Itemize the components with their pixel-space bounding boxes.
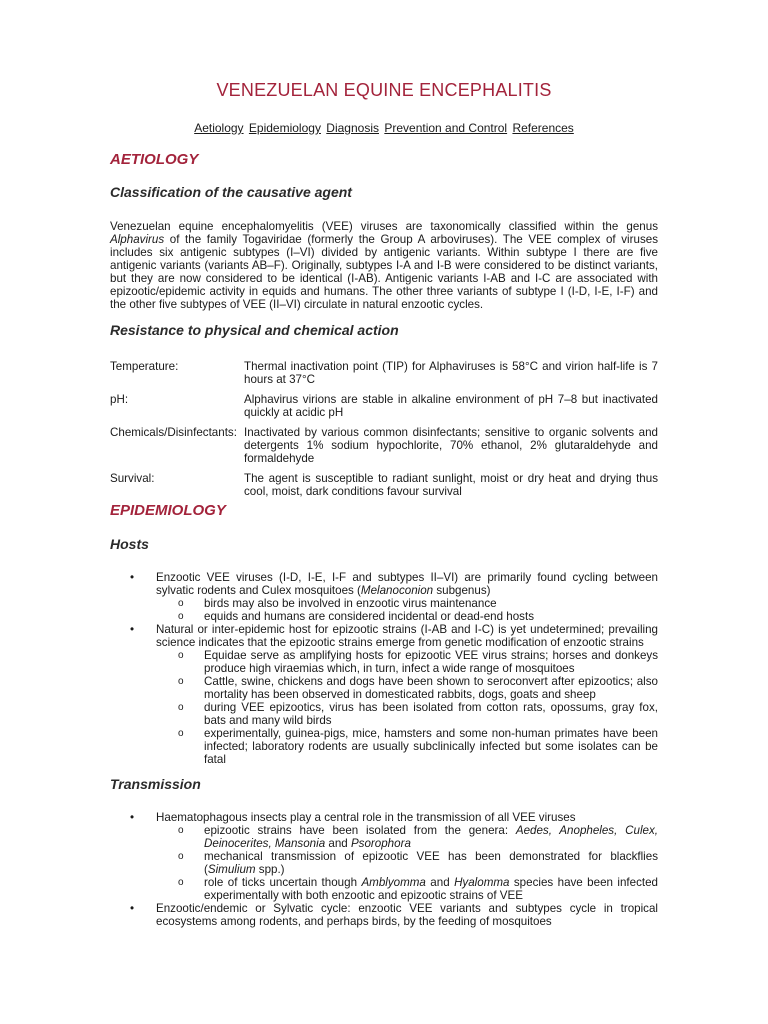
- list-subitem: [110, 675, 658, 701]
- circle-bullet-icon: o: [178, 877, 184, 888]
- circle-bullet-icon: o: [178, 702, 184, 713]
- list-subitem: [110, 597, 658, 610]
- genus-simulium: Simulium: [207, 863, 256, 876]
- resistance-label: Survival:: [110, 472, 155, 485]
- text: Natural or inter-epidemic host for epizootic strains (I-AB and I-C) is yet undetermined; prevailing science indicates that the epizootic strains emerge from genetic modification of enzootic strains: [156, 623, 658, 649]
- document-title: VENEZUELAN EQUINE ENCEPHALITIS: [216, 80, 552, 100]
- bullet-icon: •: [130, 902, 135, 915]
- list-subitem: [110, 649, 658, 675]
- list-subitem: [110, 824, 658, 850]
- text: and: [425, 876, 455, 889]
- subgenus-melanoconion: Melanoconion: [360, 584, 434, 597]
- transmission-list: [110, 811, 658, 928]
- text: and: [325, 837, 351, 850]
- list-item: [110, 571, 658, 597]
- circle-bullet-icon: o: [178, 825, 184, 836]
- list-item: [110, 811, 658, 824]
- genus-psorophora: Psorophora: [350, 837, 411, 850]
- resistance-value: Alphavirus virions are stable in alkaline environment of pH 7–8 but inactivated quickly at acidic pH: [244, 393, 658, 419]
- aetiology-heading: AETIOLOGY: [110, 151, 199, 168]
- transmission-heading: Transmission: [110, 776, 201, 792]
- resistance-row-temperature: [110, 360, 658, 386]
- genus-amblyomma: Amblyomma: [361, 876, 426, 889]
- genus-alphavirus: Alphavirus: [110, 233, 165, 246]
- circle-bullet-icon: o: [178, 851, 184, 862]
- resistance-label: Temperature:: [110, 360, 179, 373]
- list-item: [110, 623, 658, 649]
- text: spp.): [255, 863, 285, 876]
- circle-bullet-icon: o: [178, 728, 184, 739]
- text: role of ticks uncertain though: [204, 876, 362, 889]
- list-item: [110, 902, 658, 928]
- resistance-label: Chemicals/Disinfectants:: [110, 426, 237, 439]
- classification-text-a: Venezuelan equine encephalomyelitis (VEE) viruses are taxonomically classified within the genus: [110, 220, 658, 233]
- classification-heading: Classification of the causative agent: [110, 184, 352, 200]
- section-nav: [110, 122, 658, 135]
- resistance-value: Inactivated by various common disinfectants; sensitive to organic solvents and detergents 1% sodium hypochlorite, 70% ethanol, 2% glutaraldehyde and formaldehyde: [244, 426, 658, 465]
- text: Cattle, swine, chickens and dogs have been shown to seroconvert after epizootics; also mortality has been observed in domesticated rabbits, dogs, goats and sheep: [204, 675, 658, 701]
- text: Haematophagous insects play a central role in the transmission of all VEE viruses: [156, 811, 576, 824]
- resistance-label: pH:: [110, 393, 129, 406]
- text: Equidae serve as amplifying hosts for epizootic VEE virus strains; horses and donkeys produce high viraemias which, in turn, infect a wide range of mosquitoes: [204, 649, 658, 675]
- text: epizootic strains have been isolated from the genera:: [204, 824, 516, 837]
- resistance-value: The agent is susceptible to radiant sunlight, moist or dry heat and drying thus cool, moist, dark conditions favour survival: [244, 472, 658, 498]
- text: Enzootic VEE viruses (I-D, I-E, I-F and subtypes II–VI) are primarily found cycling between sylvatic rodents and Culex mosquitoes (: [156, 571, 658, 597]
- circle-bullet-icon: o: [178, 650, 184, 661]
- hosts-list: [110, 571, 658, 766]
- text: during VEE epizootics, virus has been isolated from cotton rats, opossums, gray fox, bats and many wild birds: [204, 701, 658, 727]
- list-subitem: [110, 876, 658, 902]
- classification-paragraph: [110, 220, 658, 311]
- list-subitem: [110, 701, 658, 727]
- bullet-icon: •: [130, 623, 135, 636]
- list-subitem: [110, 610, 658, 623]
- nav-link-prevention-control[interactable]: Prevention and Control: [384, 121, 508, 135]
- resistance-heading: Resistance to physical and chemical action: [110, 322, 399, 338]
- bullet-icon: •: [130, 811, 135, 824]
- genera-list: Aedes, Anopheles, Culex, Deinocerites, Mansonia: [204, 824, 658, 850]
- text: species have been infected experimentally with both enzootic and epizootic strains of VEE: [204, 876, 658, 902]
- genus-hyalomma: Hyalomma: [454, 876, 510, 889]
- resistance-row-chemicals: [110, 426, 658, 465]
- classification-text-b: of the family Togaviridae (formerly the Group A arboviruses). The VEE complex of viruses includes six antigenic subtypes (I–VI) divided by antigenic variants. Within subtype I there are five antigenic variants (variants AB–F). Originally, subtypes I-A and I-B were considered to be distinct variants, but they are now considered to be identical (I-AB). Antigenic variants I-AB and I-C are associated with epizootic/epidemic activity in equids and humans. The other three variants of subtype I (I-D, I-E, I-F) and the other five subtypes of VEE (II–VI) circulate in natural enzootic cycles.: [110, 233, 658, 311]
- text: mechanical transmission of epizootic VEE has been demonstrated for blackflies (: [204, 850, 658, 876]
- text: subgenus): [433, 584, 491, 597]
- hosts-heading: Hosts: [110, 536, 149, 552]
- resistance-row-survival: [110, 472, 658, 498]
- text: experimentally, guinea-pigs, mice, hamsters and some non-human primates have been infected; laboratory rodents are usually subclinically infected but some isolates can be fatal: [204, 727, 658, 766]
- nav-link-aetiology[interactable]: Aetiology: [194, 121, 244, 135]
- list-subitem: [110, 850, 658, 876]
- nav-link-epidemiology[interactable]: Epidemiology: [248, 121, 321, 135]
- text: Enzootic/endemic or Sylvatic cycle: enzootic VEE variants and subtypes cycle in tropical ecosystems among rodents, and perhaps birds, by the feeding of mosquitoes: [156, 902, 658, 928]
- resistance-value: Thermal inactivation point (TIP) for Alphaviruses is 58°C and virion half-life is 7 hours at 37°C: [244, 360, 658, 386]
- circle-bullet-icon: o: [178, 611, 184, 622]
- nav-link-diagnosis[interactable]: Diagnosis: [326, 121, 379, 135]
- list-subitem: [110, 727, 658, 766]
- bullet-icon: •: [130, 571, 135, 584]
- resistance-row-ph: [110, 393, 658, 419]
- epidemiology-heading: EPIDEMIOLOGY: [110, 502, 226, 519]
- resistance-table: [110, 360, 658, 505]
- nav-link-references[interactable]: References: [512, 121, 574, 135]
- circle-bullet-icon: o: [178, 676, 184, 687]
- text: equids and humans are considered incidental or dead-end hosts: [204, 610, 534, 623]
- text: birds may also be involved in enzootic virus maintenance: [204, 597, 497, 610]
- circle-bullet-icon: o: [178, 598, 184, 609]
